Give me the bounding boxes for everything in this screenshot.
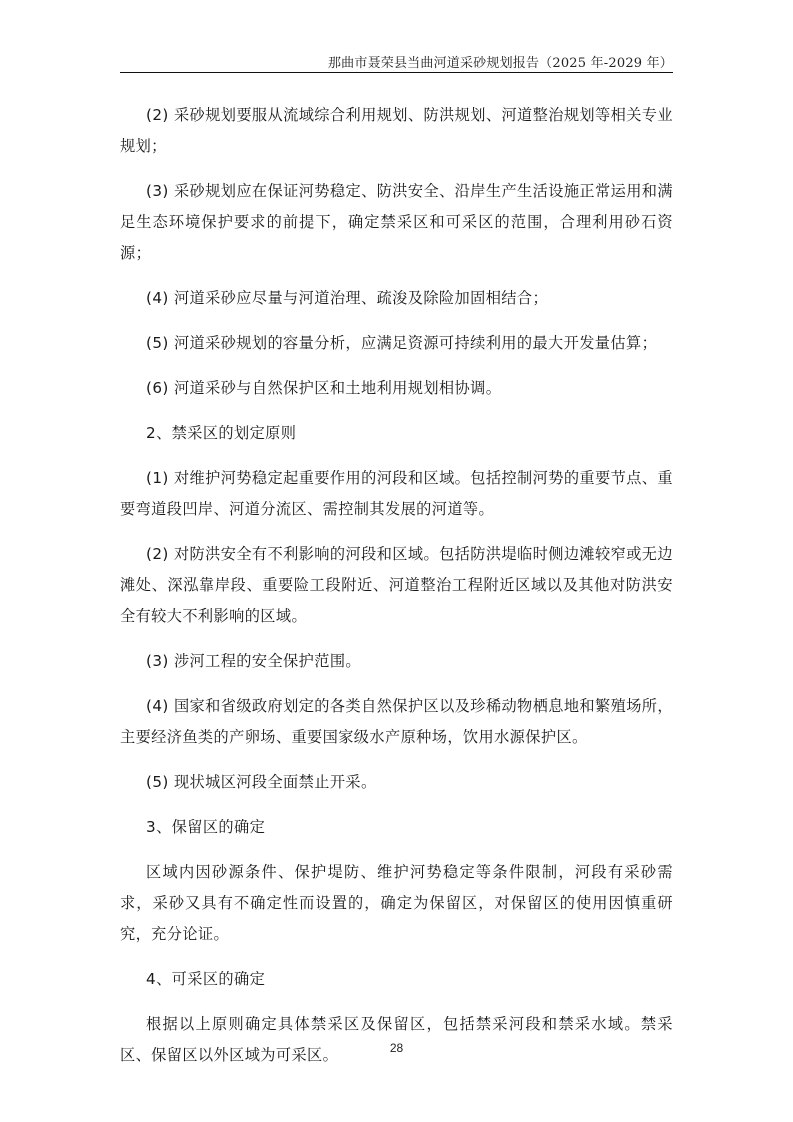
page-header: [120, 48, 673, 73]
page-number: 28: [389, 1041, 404, 1055]
paragraph: (4) 河道采砂应尽量与河道治理、疏浚及除险加固相结合；: [146, 289, 549, 307]
page-body: [120, 100, 673, 1085]
paragraph: (2) 采砂规划要服从流域综合利用规划、防洪规划、河道整治规划等相关专业规划；: [120, 106, 673, 155]
paragraph: 根据以上原则确定具体禁采区及保留区，包括禁采河段和禁采水域。禁采区、保留区以外区域为可采区。: [120, 1015, 673, 1064]
paragraph: (5) 河道采砂规划的容量分析，应满足资源可持续利用的最大开发量估算；: [146, 334, 658, 352]
paragraph: (5) 现状城区河段全面禁止开采。: [146, 773, 377, 791]
document-title: 那曲市聂荣县当曲河道采砂规划报告（2025 年-2029 年）: [327, 56, 673, 71]
paragraph: (1) 对维护河势稳定起重要作用的河段和区域。包括控制河势的重要节点、重要弯道段凹岸、河道分流区、需控制其发展的河道等。: [120, 469, 673, 518]
paragraph: (6) 河道采砂与自然保护区和土地利用规划相协调。: [146, 379, 502, 397]
paragraph: (3) 涉河工程的安全保护范围。: [146, 652, 361, 670]
section-heading: 2、禁采区的划定原则: [146, 424, 297, 442]
paragraph: (3) 采砂规划应在保证河势稳定、防洪安全、沿岸生产生活设施正常运用和满足生态环境保护要求的前提下，确定禁采区和可采区的范围，合理利用砂石资源；: [120, 182, 673, 262]
paragraph: 区域内因砂源条件、保护堤防、维护河势稳定等条件限制，河段有采砂需求，采砂又具有不确定性而设置的，确定为保留区，对保留区的使用因慎重研究，充分论证。: [120, 863, 673, 943]
paragraph: (2) 对防洪安全有不利影响的河段和区域。包括防洪堤临时侧边滩较窄或无边滩处、深泓靠岸段、重要险工段附近、河道整治工程附近区域以及其他对防洪安全有较大不利影响的区域。: [120, 545, 673, 625]
paragraph: (4) 国家和省级政府划定的各类自然保护区以及珍稀动物栖息地和繁殖场所，主要经济鱼类的产卵场、重要国家级水产原种场，饮用水源保护区。: [120, 697, 673, 746]
section-heading: 4、可采区的确定: [146, 970, 266, 988]
section-heading: 3、保留区的确定: [146, 818, 266, 836]
